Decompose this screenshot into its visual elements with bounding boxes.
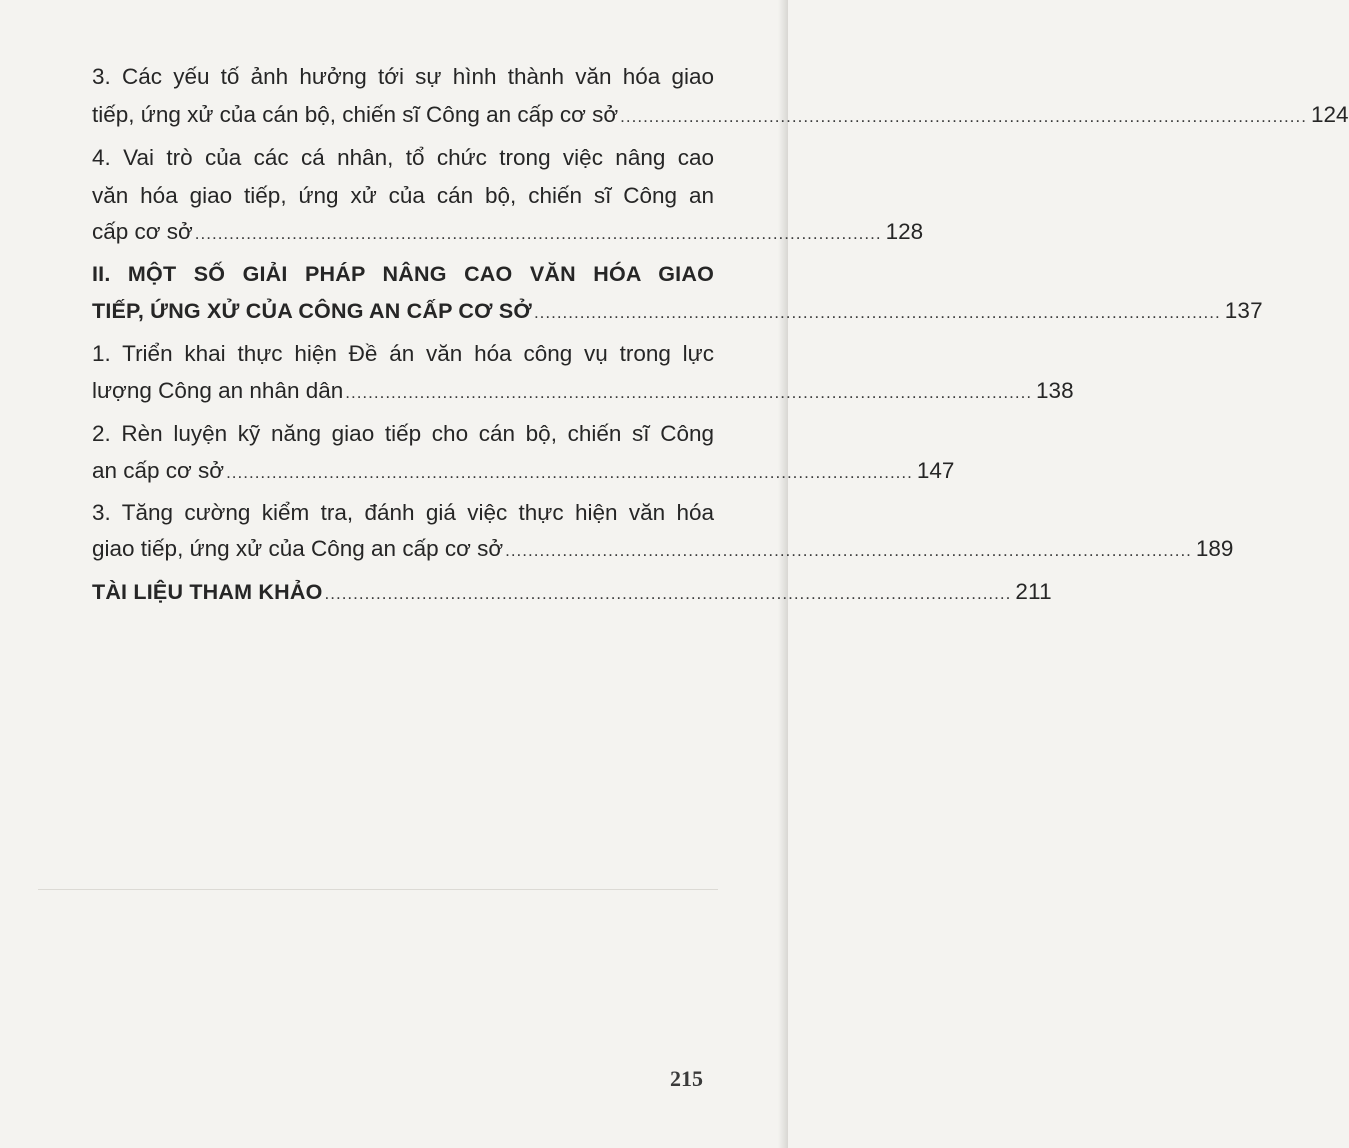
bleed-through-decoration [120, 700, 125, 721]
toc-references-text: TÀI LIỆU THAM KHẢO [92, 580, 323, 604]
toc-references-page: 211 [1015, 579, 1052, 604]
toc-entry-1-line-1[interactable]: 3. Các yếu tố ảnh hưởng tới sự hình thành văn hóa giao [92, 64, 714, 89]
toc-entry-1-page: 124 [1310, 102, 1349, 127]
toc-entry-4-line-1[interactable]: 1. Triển khai thực hiện Đề án văn hóa công vụ trong lực [92, 341, 714, 366]
leader-dots: ........................................................................................................................ [533, 303, 1221, 322]
toc-entry-5-last-line[interactable] [92, 452, 955, 490]
toc-entry-6-text: giao tiếp, ứng xử của Công an cấp cơ sở [92, 536, 504, 561]
toc-section-heading-page: 137 [1224, 298, 1263, 323]
toc-entry-5-text: an cấp cơ sở [92, 458, 225, 483]
bleed-through-divider [38, 889, 718, 890]
toc-section-heading-text: TIẾP, ỨNG XỬ CỦA CÔNG AN CẤP CƠ SỞ [92, 299, 532, 323]
toc-references-line[interactable] [92, 573, 1052, 611]
toc-entry-1-text: tiếp, ứng xử của cán bộ, chiến sĩ Công an cấp cơ sở [92, 102, 619, 127]
leader-dots: ........................................................................................................................ [324, 584, 1012, 603]
leader-dots: ........................................................................................................................ [620, 107, 1307, 126]
leader-dots: ........................................................................................................................ [345, 383, 1033, 402]
toc-entry-4-page: 138 [1036, 378, 1074, 403]
page-number: 215 [670, 1066, 703, 1091]
toc-entry-2-page: 128 [885, 219, 924, 244]
toc-entry-2-text: cấp cơ sở [92, 219, 193, 244]
toc-entry-6-last-line[interactable] [92, 530, 1234, 568]
toc-entry-5-line-1[interactable]: 2. Rèn luyện kỹ năng giao tiếp cho cán bộ, chiến sĩ Công [92, 421, 714, 446]
toc-entry-1-last-line[interactable] [92, 96, 1349, 134]
toc-section-heading-last-line[interactable] [92, 292, 1263, 330]
toc-entry-2-last-line[interactable] [92, 213, 924, 251]
toc-entry-2-line-2[interactable]: văn hóa giao tiếp, ứng xử của cán bộ, chiến sĩ Công an [92, 183, 714, 208]
toc-entry-6-line-1[interactable]: 3. Tăng cường kiểm tra, đánh giá việc thực hiện văn hóa [92, 500, 714, 525]
toc-entry-5-page: 147 [916, 458, 955, 483]
toc-entry-4-text: lượng Công an nhân dân [92, 378, 344, 403]
leader-dots: ........................................................................................................................ [194, 224, 882, 243]
leader-dots: ........................................................................................................................ [226, 463, 913, 482]
leader-dots: ........................................................................................................................ [505, 541, 1192, 560]
toc-entry-6-page: 189 [1195, 536, 1234, 561]
page-edge-shadow [778, 0, 788, 1148]
toc-section-heading-line-1[interactable]: II. MỘT SỐ GIẢI PHÁP NÂNG CAO VĂN HÓA GIAO [92, 262, 714, 286]
toc-entry-2-line-1[interactable]: 4. Vai trò của các cá nhân, tổ chức trong việc nâng cao [92, 145, 714, 170]
toc-entry-4-last-line[interactable] [92, 372, 1074, 410]
